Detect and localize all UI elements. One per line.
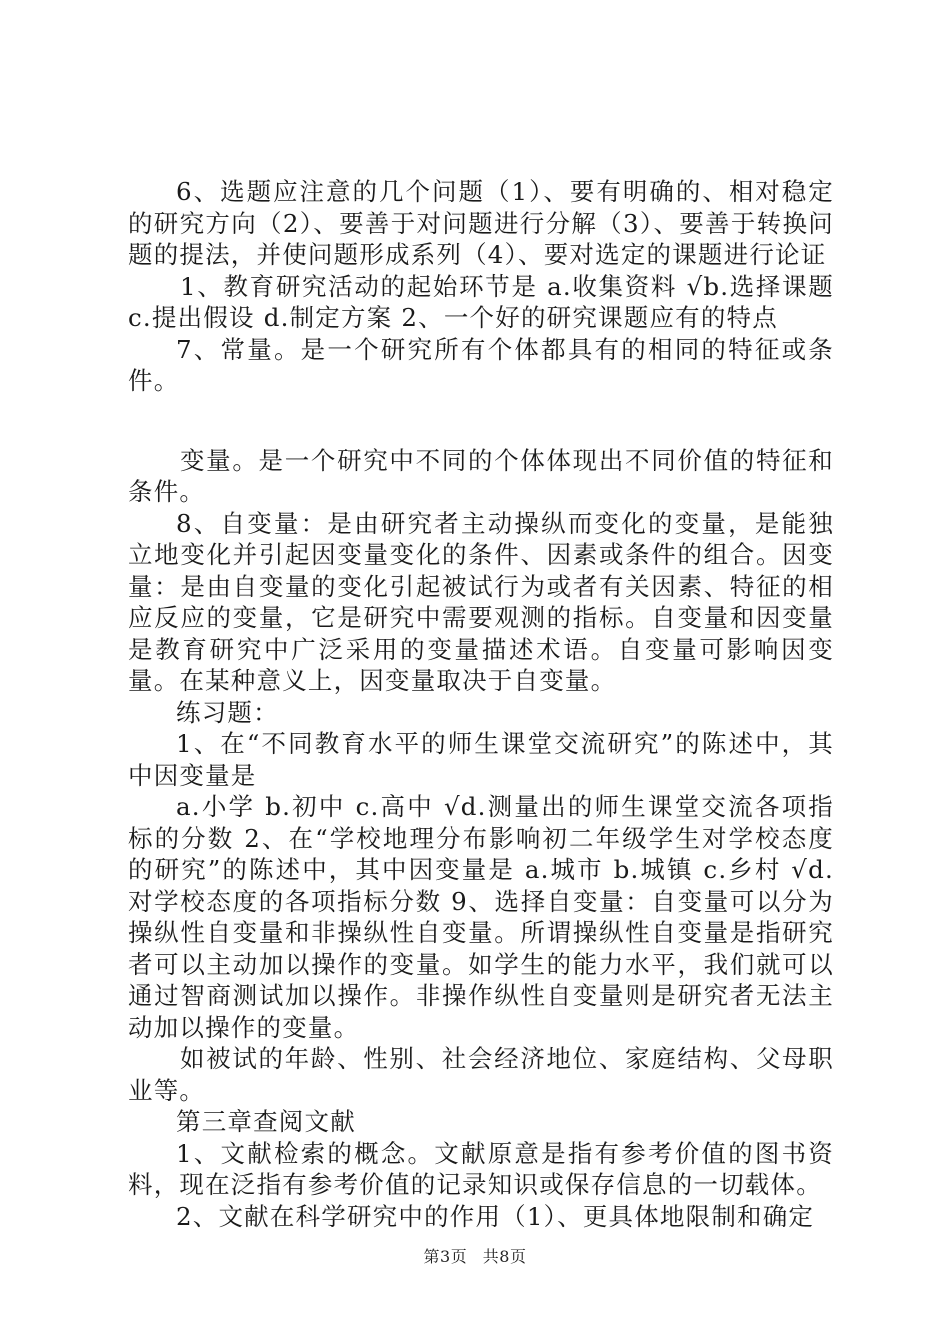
paragraph-literature-role: 2、文献在科学研究中的作用（1）、更具体地限制和确定: [176, 1201, 815, 1231]
page-footer: [0, 1244, 950, 1267]
paragraph-examples: 如被试的年龄、性别、社会经济地位、家庭结构、父母职业等。: [128, 1044, 834, 1105]
page-number: 第3页: [423, 1247, 468, 1266]
paragraph-variable: 变量。是一个研究中不同的个体体现出不同价值的特征和条件。: [128, 445, 834, 506]
paragraph-exercises-heading: 练习题：: [176, 697, 279, 727]
paragraph-exercise-1: 1、在“不同教育水平的师生课堂交流研究”的陈述中，其中因变量是: [128, 729, 834, 790]
paragraph-independent-variable: 8、自变量：是由研究者主动操纵而变化的变量，是能独立地变化并引起因变量变化的条件、因素或条件的组合。因变量：是由自变量的变化引起被试行为或者有关因素、特征的相应反应的变量，它是研究中需要观测的指标。自变量和因变量是教育研究中广泛采用的变量描述术语。自变量可影响因变量。在某种意义上，因变量取决于自变量。: [128, 508, 834, 695]
document-body: [128, 176, 834, 1232]
paragraph-topic-selection: 6、选题应注意的几个问题（1）、要有明确的、相对稳定的研究方向（2）、要善于对问题进行分解（3）、要善于转换问题的提法，并使问题形成系列（4）、要对选定的课题进行论证: [128, 177, 834, 269]
paragraph-constant: 7、常量。是一个研究所有个体都具有的相同的特征或条件。: [128, 334, 834, 395]
paragraph-research-start: 1、教育研究活动的起始环节是 a.收集资料 √b.选择课题 c.提出假设 d.制定方案 2、一个好的研究课题应有的特点: [128, 271, 834, 332]
page-total: 共8页: [482, 1247, 527, 1266]
paragraph-exercise-options: a.小学 b.初中 c.高中 √d.测量出的师生课堂交流各项指标的分数 2、在“学校地理分布影响初二年级学生对学校态度的研究”的陈述中，其中因变量是 a.城市 b.城镇 c.乡村 √d.对学校态度的各项指标分数 9、选择自变量：自变量可以分为操纵性自变量和非操纵性自变量。所谓操纵性自变量是指研究者可以主动加以操作的变量。如学生的能力水平，我们就可以通过智商测试加以操作。非操作纵性自变量则是研究者无法主动加以操作的变量。: [128, 792, 834, 1042]
chapter-heading: 第三章查阅文献: [176, 1107, 356, 1136]
paragraph-literature-concept: 1、文献检索的概念。文献原意是指有参考价值的图书资料，现在泛指有参考价值的记录知识或保存信息的一切载体。: [128, 1138, 834, 1199]
